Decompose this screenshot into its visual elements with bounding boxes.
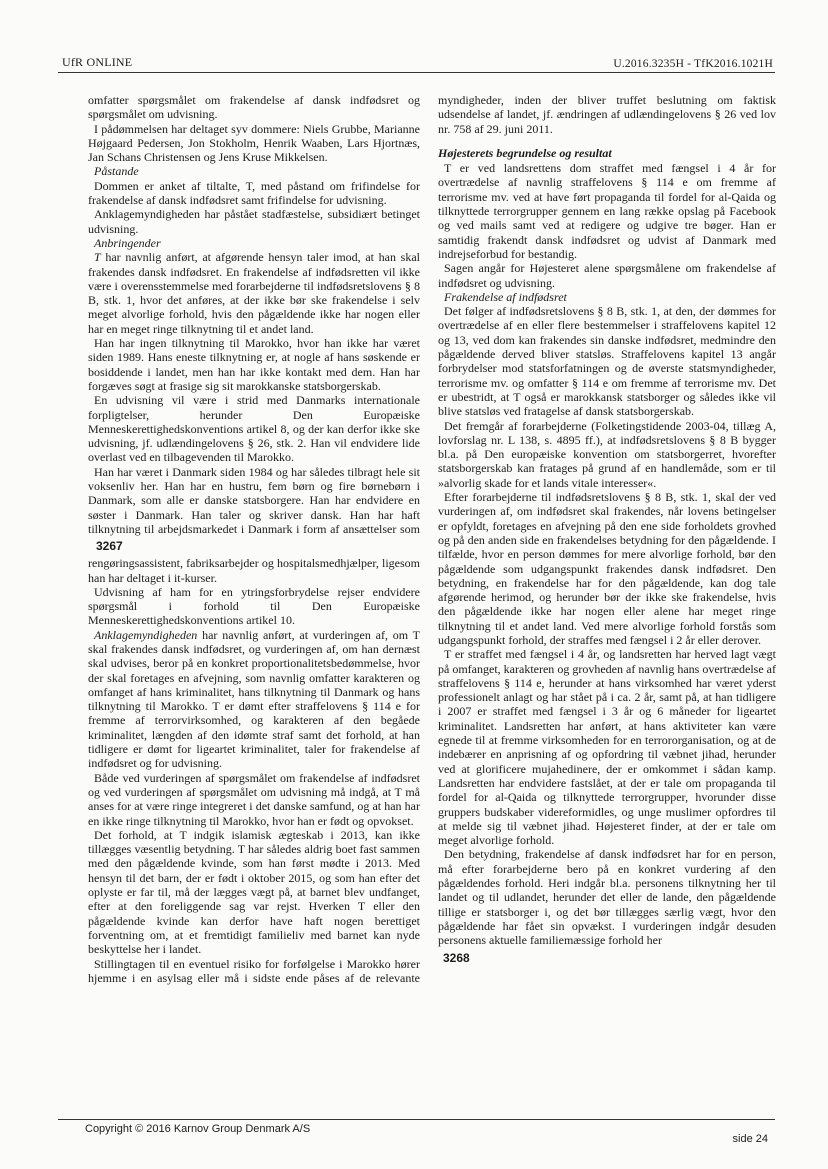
paragraph: En udvisning vil være i strid med Danmarks internationale forpligtelser, herunder Den Europæiske Menneskerettighedskonventions artikel 8, og der kan derfor ikke ske udvisning, jf. udlændingelovens § 26, stk. 2. Han vil endvidere lide overlast ved en tilbagevenden til Marokko. (88, 393, 420, 465)
paragraph: omfatter spørgsmålet om frakendelse af dansk indfødsret og spørgsmålet om udvisning. (88, 93, 420, 122)
page-marker: 3267 (96, 539, 123, 554)
paragraph (88, 250, 420, 336)
right-column (438, 93, 776, 968)
paragraph: Både ved vurderingen af spørgsmålet om frakendelse af indfødsret og ved vurderingen af spørgsmålet om udvisning må indgå, at T må anses for at være ringe integreret i det danske samfund, og at han har en ikke ringe tilknytning til Marokko, hvor han er født og opvokset. (88, 770, 420, 828)
italic-lead: T (94, 250, 101, 265)
copyright-notice: Copyright © 2016 Karnov Group Denmark A/S (85, 1123, 311, 1135)
paragraph: Det forhold, at T indgik islamisk ægteskab i 2013, kan ikke tillægges væsentlig betydning. T har således aldrig boet fast sammen med den pågældende kvinde, som han først mødte i 2013. Med hensyn til det barn, der er født i oktober 2015, og som han efter det oplyste er far til, må der lægges vægt på, at barnet blev undfanget, efter at den foreliggende sag var rejst. Hverken T eller den pågældende kvinde kan derfor have haft nogen berettiget forventning om, at et fremtidigt familieliv med barnet kan nyde beskyttelse her i landet. (88, 827, 420, 957)
case-reference: U.2016.3235H - TfK2016.1021H (613, 58, 773, 70)
italic-lead: Anklagemyndigheden (94, 627, 198, 642)
header-divider (58, 72, 775, 73)
paragraph: Han har ingen tilknytning til Marokko, hvor han ikke har været siden 1989. Hans eneste tilknytning er, at nogle af hans søskende er bosiddende i landet, men han har ikke kontakt med dem. Han har forgæves søgt at frasige sig sit marokkanske statsborgerskab. (88, 336, 420, 393)
paragraph: rengøringsassistent, fabriksarbejder og hospitalsmedhjælper, ligesom han har deltaget i it-kurser. (88, 556, 420, 585)
paragraph: I pådømmelsen har deltaget syv dommere: Niels Grubbe, Marianne Højgaard Pedersen, Jon Stokholm, Henrik Waaben, Lars Hjortnæs, Jan Schans Christensen og Jens Kruse Mikkelsen. (88, 121, 420, 165)
page-marker: 3268 (443, 950, 470, 965)
paragraph: Udvisning af ham for en ytringsforbrydelse rejser endvidere spørgsmål i forhold til Den Europæiske Menneskerettighedskonventions artikel 10. (88, 584, 420, 628)
paragraph: Den betydning, frakendelse af dansk indfødsret har for en person, må efter forarbejderne bero på en konkret vurdering af den pågældendes forhold. Heri indgår bl.a. personens tilknytning her til landet og til udlandet, herunder det eller de lande, den pågældende tillige er statsborger i, og det bør tillægges særlig vægt, hvor den pågældende har fået sin opvækst. I vurderingen indgår desuden personens aktuelle familiemæssige forhold her (438, 847, 776, 948)
paragraph: Det følger af indfødsretslovens § 8 B, stk. 1, at den, der dømmes for overtrædelse af en eller flere bestemmelser i straffelovens kapitel 12 og 13, ved dom kan frakendes sin danske indfødsret, medmindre den pågældende derved bliver statsløs. Straffelovens kapitel 13 angår forbrydelser mod statsforfatningen og de øverste statsmyndigheder, terrorisme mv. og omfatter § 114 e om fremme af terrorisme mv. Det er ubestridt, at T også er marokkansk statsborger og således ikke vil blive statsløs ved fratagelse af dansk statsborgerskab. (438, 304, 776, 419)
publication-name: UfR ONLINE (62, 55, 133, 69)
section-heading-anbringender: Anbringender (94, 235, 161, 250)
paragraph (88, 628, 420, 771)
section-heading-hojesterets-begrundelse: Højesterets begrundelse og resultat (438, 145, 612, 160)
paragraph: Han har været i Danmark siden 1984 og har således tilbragt hele sit voksenliv her. Han har en hustru, fem børn og fire børnebørn i Danmark, som alle er danske statsborgere. Han har endvidere en søster i Danmark. Han taler og skriver dansk. Han har haft tilknytning til arbejdsmarkedet i Danmark i form af ansættelser som (88, 464, 420, 536)
paragraph-text: har navnlig anført, at vurderingen af, om T skal frakendes dansk indfødsret, og vurderingen af, om han dernæst skal udvises, beror på en konkret proportionalitetsbedømmelse, hvor der skal foretages en afvejning, som navnlig omfatter karakteren og omfanget af hans kriminalitet, hans tilknytning til Danmark og hans tilknytning til Marokko. T er dømt efter straffelovens § 114 e for fremme af terrorvirksomhed, og karakteren af den begåede kriminalitet, længden af den idømte straf samt det forhold, at han tidligere er dømt for ligeartet kriminalitet, taler for frakendelse af indfødsret og for udvisning. (88, 627, 420, 771)
section-heading-pastande: Påstande (94, 164, 139, 179)
paragraph: myndigheder, inden der bliver truffet beslutning om faktisk udsendelse af landet, jf. ændringen af udlændingelovens § 26 ved lov nr. 758 af 29. juni 2011. (438, 93, 776, 136)
paragraph: T er ved landsrettens dom straffet med fængsel i 4 år for overtrædelse af navnlig straffelovens § 114 e om fremme af terrorisme mv. ved at have ført propaganda til fordel for al-Qaida og tilknyttede terrorgrupper gennem en lang række opslag på Facebook og ved mails samt ved at redigere og udgive tre bøger. Han er samtidig frakendt dansk indfødsret og udvist af Danmark med indrejseforbud for bestandig. (438, 161, 776, 261)
paragraph: Sagen angår for Højesteret alene spørgsmålene om frakendelse af indfødsret og udvisning. (438, 261, 776, 290)
paragraph: Efter forarbejderne til indfødsretslovens § 8 B, stk. 1, skal der ved vurderingen af, om indfødsret skal frakendes, når lovens betingelser er opfyldt, foretages en afvejning på den ene side forholdets grovhed og på den anden side en frakendelses betydning for den pågældende. I tilfælde, hvor en person dømmes for mere alvorlige forhold, bør den pågældende som udgangspunkt frakendes dansk indfødsret. Den betydning, en frakendelse har for den pågældende, kan dog tale afgørende herimod, og herunder bør der ikke ske frakendelse, hvis den pågældende ikke har nogen eller alene har meget ringe tilknytning til et andet land. Ved mere alvorlige forhold forstås som udgangspunkt forhold, der straffes med fængsel i 2 år eller derover. (438, 490, 776, 647)
paragraph: Det fremgår af forarbejderne (Folketingstidende 2003-04, tillæg A, lovforslag nr. L 138, s. 4895 ff.), at indfødsretslovens § 8 B bygger bl.a. på Den europæiske konvention om statsborgerret, hvorefter statsborgerskab kan fratages på grund af en handlemåde, som er til »alvorlig skade for et lands vitale interesser«. (438, 418, 776, 490)
left-column (88, 93, 420, 985)
paragraph-text: har navnlig anført, at afgørende hensyn taler imod, at han skal frakendes dansk indfødsret. En frakendelse af indfødsretten vil ikke være i overensstemmelse med forarbejderne til indfødsretslovens § 8 B, stk. 1, hvor det anføres, at der ikke bør ske frakendelse i selv meget alvorlige forhold, hvis den pågældende ikke har nogen eller har en meget ringe tilknytning til et andet land. (88, 250, 420, 336)
paragraph: Stillingtagen til en eventuel risiko for forfølgelse i Marokko hører hjemme i en asylsag eller må i sidste ende påses af de relevante (88, 956, 420, 985)
paragraph: T er straffet med fængsel i 4 år, og landsretten har herved lagt vægt på omfanget, karakteren og grovheden af navnlig hans overtrædelse af straffelovens § 114 e, herunder at hans virksomhed har været yderst professionelt anlagt og har stået på i ca. 2 år, samt på, at han tidligere i 2007 er straffet med fængsel i 3 år og 6 måneder for ligeartet kriminalitet. Landsretten har anført, at hans aktiviteter kan være egnede til at fremme virksomheden for en terrororganisation, og at de indebærer en anprisning af og opfordring til væbnet jihad, herunder ved at glorificere mujahedinere, der er omkommet i sådan kamp. Landsretten har endvidere fastslået, at der er tale om propaganda til fordel for al-Qaida og tilknyttede terrorgrupper, hvorunder disse gruppers budskaber videreformidles, og unge muslimer opfordres til at melde sig til væbnet jihad. Højesteret finder, at der er tale om meget alvorlige forhold. (438, 647, 776, 848)
section-heading-frakendelse: Frakendelse af indfødsret (444, 289, 567, 304)
paragraph: Anklagemyndigheden har påstået stadfæstelse, subsidiært betinget udvisning. (88, 207, 420, 236)
footer-divider (58, 1119, 775, 1120)
paragraph: Dommen er anket af tiltalte, T, med påstand om frifindelse for frakendelse af dansk indfødsret samt frifindelse for udvisning. (88, 178, 420, 208)
page-number: side 24 (732, 1133, 768, 1145)
